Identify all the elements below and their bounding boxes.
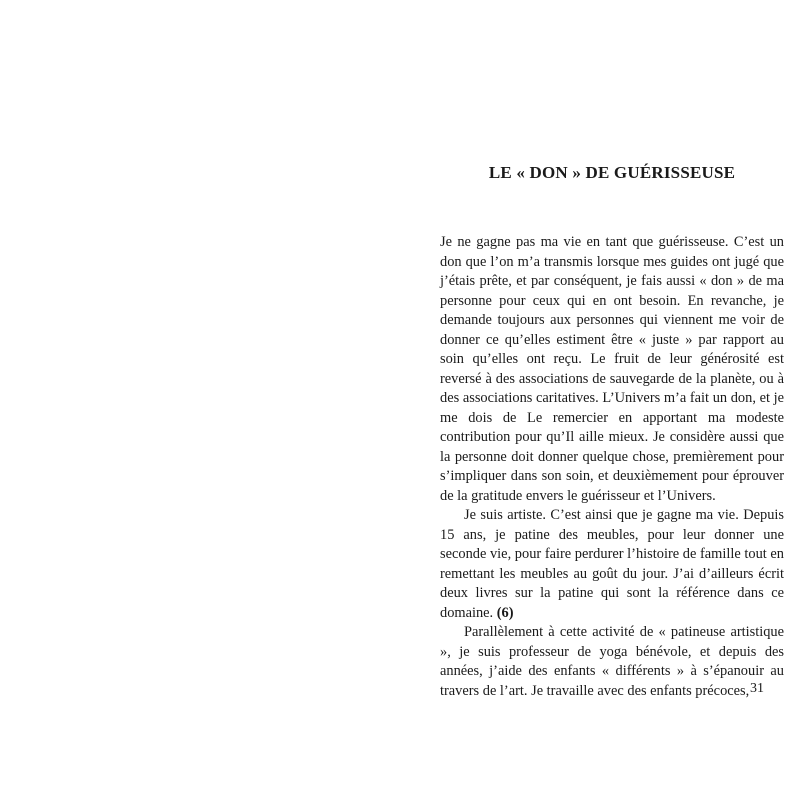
paragraph-1: Je ne gagne pas ma vie en tant que guérisseuse. C’est un don que l’on m’a transmis lorsque mes guides ont jugé que j’étais prête, et par conséquent, je fais aussi « don » de ma personne pour ceux qui en ont besoin. En revanche, je demande toujours aux personnes qui viennent me voir de donner ce qu’elles estiment être « juste » par rapport au soin qu’elles ont reçu. Le fruit de leur générosité est reversé à des associations de sauvegarde de la planète, ou à des associations caritatives. L’Univers m’a fait un don, et je me dois de Le remercier en apportant ma modeste contribution pour qu’Il aille mieux. Je considère aussi que la personne doit donner quelque chose, premièrement pour s’impliquer dans son soin, et deuxièmement pour éprouver de la gratitude envers le guérisseur et l’Univers. <box>440 234 784 504</box>
paragraph-2-text: Je suis artiste. C’est ainsi que je gagne ma vie. Depuis 15 ans, je patine des meubles, pour leur donner une seconde vie, pour faire perdurer l’histoire de famille tout en remettant les meubles au goût du jour. J’ai d’ailleurs écrit deux livres sur la patine qui sont la référence dans ce domaine. <box>440 507 784 621</box>
paragraph-2 <box>440 506 784 623</box>
paragraph-3: Parallèlement à cette activité de « patineuse artistique », je suis professeur de yoga bénévole, et depuis des années, j’aide des enfants « différents » à s’épanouir au travers de l’art. Je travaille avec des enfants précoces, <box>440 624 784 699</box>
body-text <box>440 233 784 701</box>
footnote-reference: (6) <box>496 604 514 621</box>
page-number: 31 <box>750 681 764 696</box>
chapter-title: LE « DON » DE GUÉRISSEUSE <box>488 163 736 182</box>
